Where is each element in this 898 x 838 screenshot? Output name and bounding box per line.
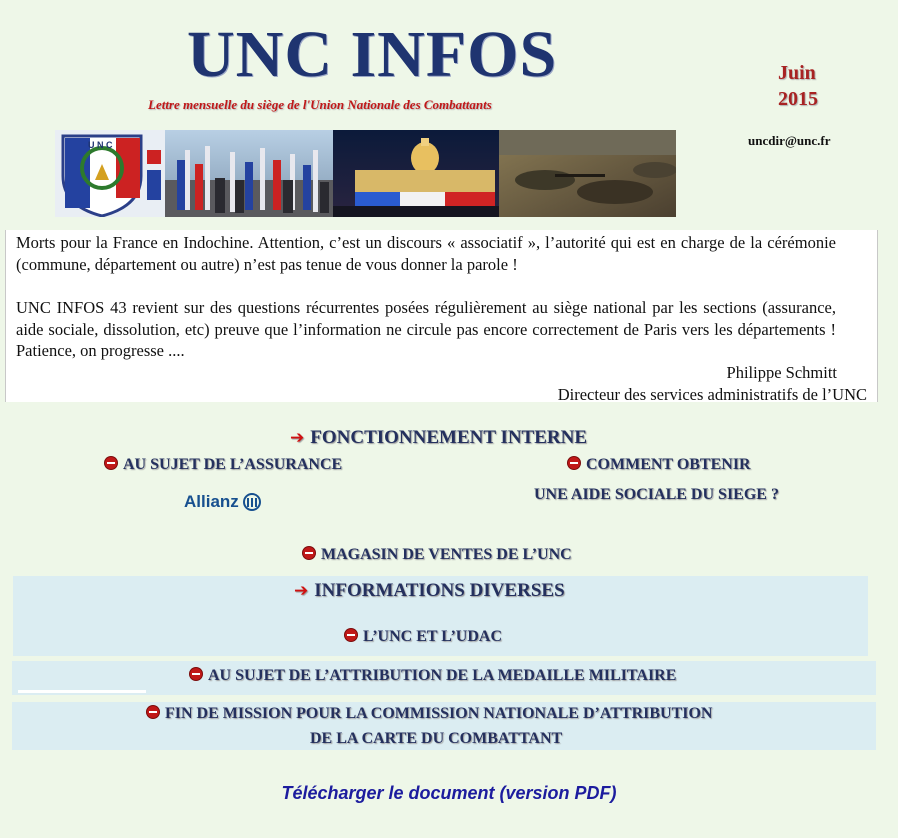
link-medaille-militaire[interactable]: AU SUJET DE L’ATTRIBUTION DE LA MEDAILLE MILITAIRE [190, 667, 676, 685]
newsletter-title: UNC INFOS [187, 18, 558, 91]
issue-month: Juin [778, 62, 816, 84]
link-aide-sociale-line2[interactable]: UNE AIDE SOCIALE DU SIEGE ? [534, 486, 779, 503]
link-assurance[interactable]: AU SUJET DE L’ASSURANCE [105, 456, 342, 474]
bullet-icon [147, 706, 159, 718]
bullet-icon [568, 457, 580, 469]
arrow-right-icon: ➔ [294, 581, 309, 601]
link-aide-sociale[interactable]: COMMENT OBTENIR [568, 456, 751, 474]
issue-year: 2015 [778, 88, 818, 110]
editorial-paragraph-1: Morts pour la France en Indochine. Attention, c’est un discours « associatif », l’autorité qui est en charge de la cérémonie (commune, département ou autre) n’est pas tenue de vous donner la parole ! [16, 233, 836, 274]
link-fin-mission[interactable]: FIN DE MISSION POUR LA COMMISSION NATIONALE D’ATTRIBUTION [147, 705, 712, 723]
contact-email-link[interactable]: uncdir@unc.fr [748, 133, 831, 148]
bullet-icon [105, 457, 117, 469]
download-pdf-link[interactable]: Télécharger le document (version PDF) [281, 783, 617, 803]
bullet-icon [303, 547, 315, 559]
link-fin-mission-line2[interactable]: DE LA CARTE DU COMBATTANT [310, 730, 563, 747]
allianz-emblem-icon [243, 493, 261, 511]
svg-text:U N C: U N C [88, 140, 113, 150]
editorial-text-block [5, 230, 878, 402]
signature-name: Philippe Schmitt [726, 363, 837, 382]
issue-date [778, 60, 818, 112]
bullet-icon [190, 668, 202, 680]
header-banner-image [55, 130, 676, 217]
divider [18, 690, 146, 693]
signature-role: Directeur des services administratifs de l’UNC [557, 385, 867, 404]
link-unc-udac[interactable]: L’UNC ET L’UDAC [345, 628, 502, 646]
section-heading-informations: ➔ INFORMATIONS DIVERSES [294, 580, 565, 601]
section-heading-fonctionnement: ➔ FONCTIONNEMENT INTERNE [290, 427, 588, 448]
arrow-right-icon: ➔ [290, 428, 305, 448]
newsletter-subtitle: Lettre mensuelle du siège de l'Union Nationale des Combattants [148, 97, 492, 112]
editorial-paragraph-2: UNC INFOS 43 revient sur des questions récurrentes posées régulièrement au siège national par les sections (assurance, aide sociale, dissolution, etc) preuve que l’information ne circule pas encore correctement de Paris vers les départements ! Patience, on progresse .... [16, 298, 836, 360]
bullet-icon [345, 629, 357, 641]
link-magasin[interactable]: MAGASIN DE VENTES DE L’UNC [303, 546, 572, 564]
allianz-logo[interactable]: Allianz [184, 492, 261, 512]
